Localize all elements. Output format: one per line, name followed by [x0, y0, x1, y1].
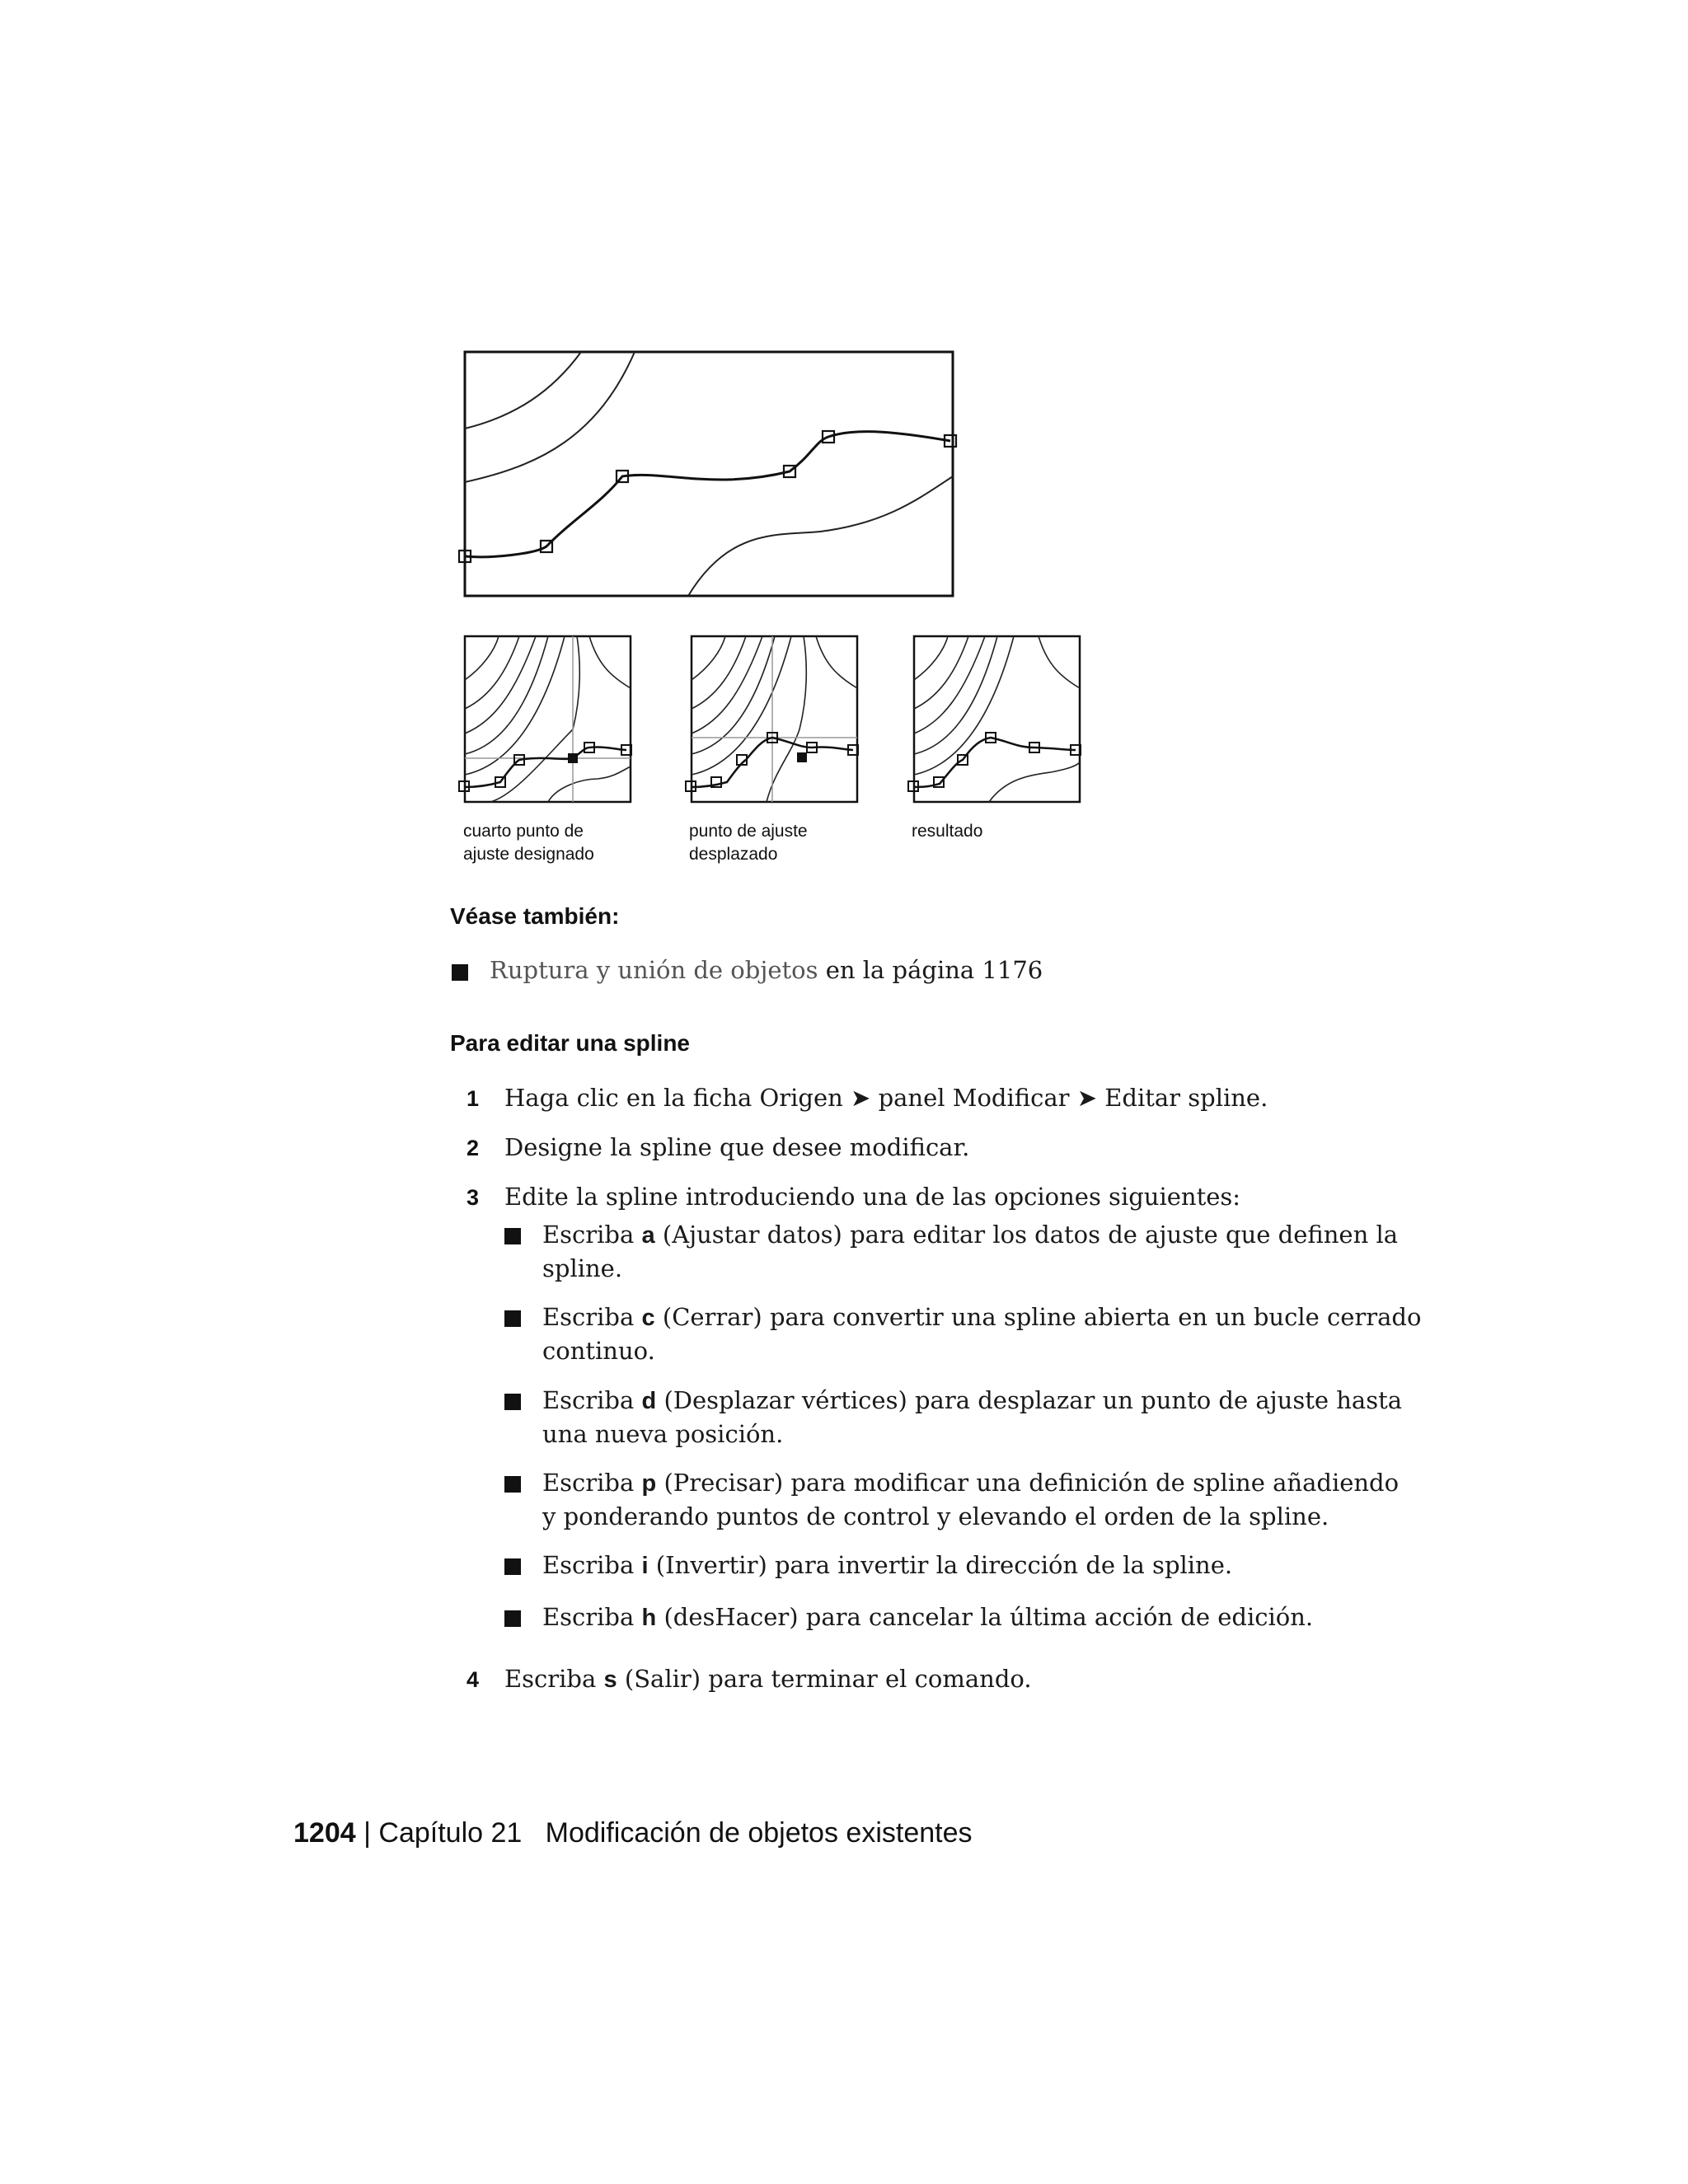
caption-result: [912, 820, 982, 843]
option-item: [542, 1384, 1402, 1451]
footer-chapter-title: Modificación de objetos existentes: [545, 1817, 973, 1849]
step-text: Edite la spline introduciendo una de las opciones siguientes:: [504, 1183, 1241, 1211]
option-key: c: [641, 1305, 655, 1331]
option-key: d: [641, 1388, 657, 1414]
page-number: 1204: [293, 1817, 356, 1849]
small-figure-fourth-fit-point: [457, 630, 639, 812]
step-key: s: [603, 1666, 617, 1693]
bullet-square-icon: [504, 1476, 521, 1493]
procedure-heading: Para editar una spline: [450, 1030, 690, 1056]
option-desc: (Precisar) para modificar una definición de spline añadiendo: [656, 1469, 1400, 1497]
step-number: 2: [467, 1136, 480, 1160]
option-pre: Escriba: [542, 1469, 642, 1497]
small-figure-fit-point-moved: [684, 630, 865, 812]
option-key: a: [641, 1222, 655, 1249]
bullet-square-icon: [504, 1558, 521, 1575]
option-pre: Escriba: [542, 1221, 642, 1249]
caption-line: cuarto punto de: [463, 822, 584, 841]
option-desc: (Ajustar datos) para editar los datos de ajuste que definen la: [654, 1221, 1399, 1249]
option-desc: (Cerrar) para convertir una spline abierta en un bucle cerrado: [654, 1303, 1422, 1331]
option-key: h: [641, 1605, 657, 1631]
step-text: [504, 1662, 1032, 1696]
see-also-heading: Véase también:: [450, 903, 620, 929]
main-spline-figure: [457, 346, 968, 602]
option-key: p: [641, 1470, 657, 1497]
step-number: 1: [467, 1086, 480, 1111]
option-desc: (Invertir) para invertir la dirección de la spline.: [648, 1551, 1233, 1579]
bullet-square-icon: [504, 1228, 521, 1244]
option-pre: Escriba: [542, 1386, 642, 1414]
option-pre: Escriba: [542, 1303, 642, 1331]
step-pre: Escriba: [504, 1665, 604, 1693]
option-pre: Escriba: [542, 1551, 642, 1579]
option-key: i: [641, 1553, 649, 1579]
option-desc-cont: una nueva posición.: [542, 1420, 784, 1448]
step-number: 3: [467, 1185, 480, 1210]
option-item: [542, 1601, 1313, 1634]
bullet-square-icon: [504, 1394, 521, 1410]
caption-line: desplazado: [689, 845, 778, 864]
option-item: [542, 1466, 1399, 1533]
caption-fit-point-moved: [689, 820, 808, 866]
bullet-square-icon: [504, 1610, 521, 1627]
caption-line: resultado: [912, 822, 983, 841]
caption-fourth-fit-point: [463, 820, 594, 866]
bullet-square-icon: [452, 964, 468, 981]
see-also-item: [490, 954, 1043, 987]
caption-line: punto de ajuste: [689, 822, 808, 841]
option-item: [542, 1218, 1398, 1285]
page-footer: [293, 1817, 973, 1849]
step-number: 4: [467, 1667, 480, 1692]
footer-chapter: Capítulo 21: [378, 1817, 523, 1849]
option-desc: (Desplazar vértices) para desplazar un punto de ajuste hasta: [656, 1386, 1403, 1414]
small-figure-result: [907, 630, 1088, 812]
caption-line: ajuste designado: [463, 845, 594, 864]
option-desc-cont: spline.: [542, 1254, 623, 1282]
option-desc-cont: continuo.: [542, 1337, 655, 1365]
option-item: [542, 1549, 1232, 1582]
step-post: (Salir) para terminar el comando.: [617, 1665, 1032, 1693]
option-pre: Escriba: [542, 1603, 642, 1631]
step-text: Designe la spline que desee modificar.: [504, 1133, 970, 1161]
option-desc-cont: y ponderando puntos de control y elevando el orden de la spline.: [542, 1502, 1329, 1530]
option-desc: (desHacer) para cancelar la última acción de edición.: [656, 1603, 1314, 1631]
step-text: Haga clic en la ficha Origen ➤ panel Modificar ➤ Editar spline.: [504, 1084, 1268, 1112]
see-also-page-ref: en la página 1176: [818, 956, 1043, 984]
see-also-link[interactable]: Ruptura y unión de objetos: [490, 956, 818, 984]
bullet-square-icon: [504, 1310, 521, 1327]
footer-separator: |: [363, 1817, 371, 1849]
option-item: [542, 1301, 1421, 1367]
